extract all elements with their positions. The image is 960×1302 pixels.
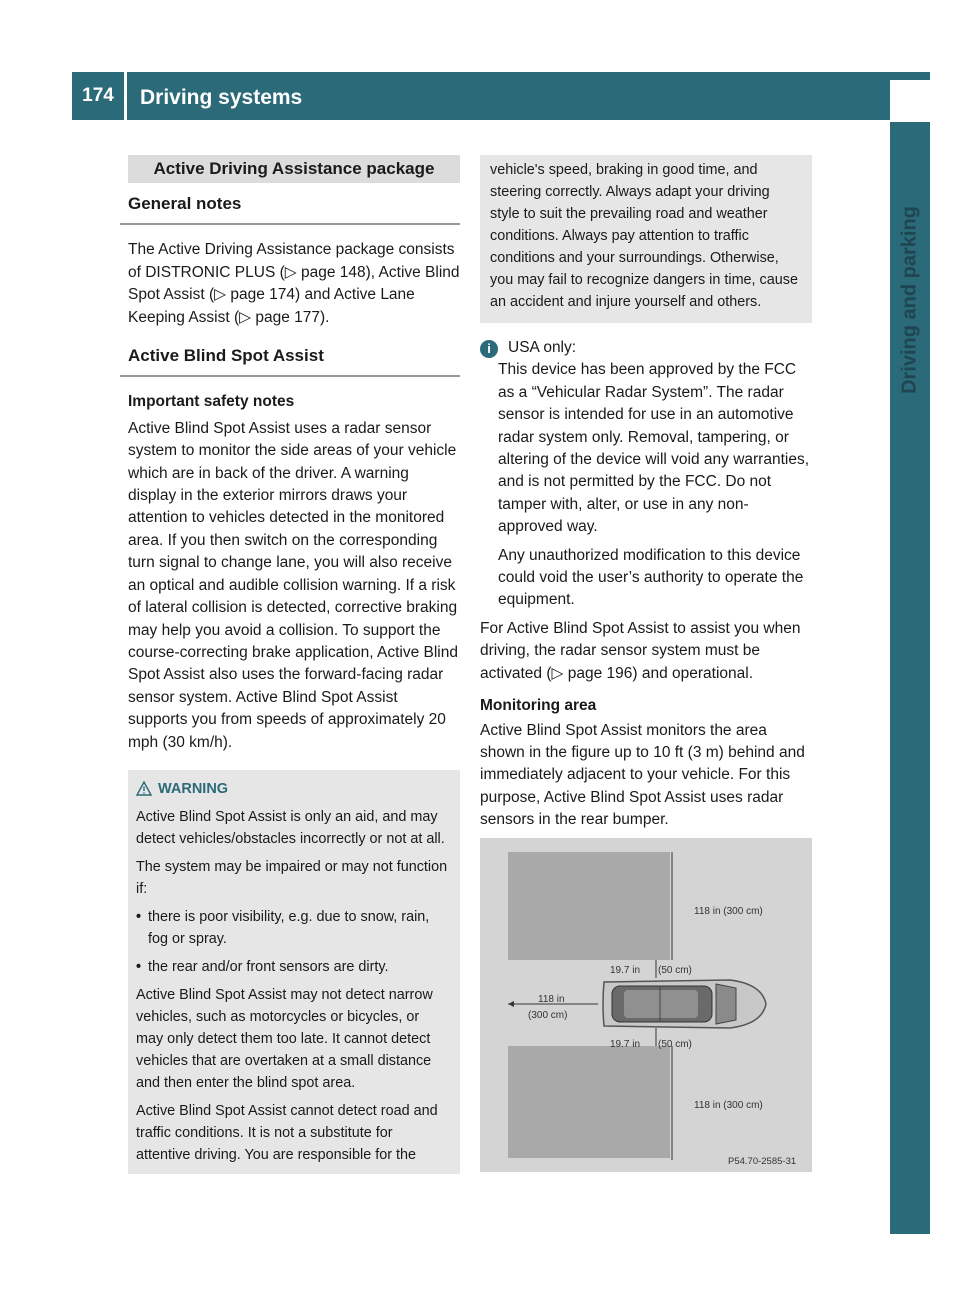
warning-box	[128, 770, 460, 1174]
label-length-bottom: 118 in (300 cm)	[694, 1100, 763, 1111]
package-heading: Active Driving Assistance package	[128, 155, 460, 183]
warning-bullet-2: the rear and/or front sensors are dirty.	[148, 958, 389, 975]
warning-label: WARNING	[158, 780, 229, 797]
side-tab-gap	[890, 80, 930, 122]
warning-continuation-text: vehicle's speed, braking in good time, and steering correctly. Always adapt your driving style to suit the prevailing road and weather conditions. Always pay attention to traffic conditions and your surroundings. Otherwise, you may fail to recognize dangers in time, cause an accident and injure yourself and others.	[490, 162, 798, 310]
radar-text: For Active Blind Spot Assist to assist you when driving, the radar sensor system must be activated (▷ page 196) and operational.	[480, 619, 801, 682]
absa-heading: Active Blind Spot Assist	[120, 335, 460, 377]
label-width-cm: (300 cm)	[528, 1010, 568, 1021]
monitoring-area-figure	[480, 838, 812, 1172]
left-column	[120, 155, 460, 1174]
section-title: Driving systems	[140, 86, 303, 109]
warning-bullet	[136, 956, 450, 978]
bullet-icon: •	[136, 958, 142, 975]
label-gap-bottom-cm: (50 cm)	[658, 1039, 692, 1050]
info-icon: i	[480, 340, 498, 358]
side-tab-label: Driving and parking	[898, 206, 921, 394]
warning-continuation	[480, 155, 812, 323]
warning-icon	[136, 781, 152, 796]
warning-header	[136, 778, 450, 800]
safety-heading: Important safety notes	[128, 393, 295, 411]
label-length-top: 118 in (300 cm)	[694, 906, 763, 917]
usa-notes	[480, 359, 812, 611]
monitoring-heading: Monitoring area	[480, 697, 597, 715]
label-gap-bottom-in: 19.7 in	[610, 1039, 641, 1050]
usa-text-2: Any unauthorized modification to this device could void the user’s authority to operate the equipment.	[498, 546, 804, 609]
warning-bullet	[136, 906, 450, 950]
label-gap-top-cm: (50 cm)	[658, 965, 692, 976]
safety-text: Active Blind Spot Assist uses a radar sensor system to monitor the side areas of your vehicle which are in back of the driver. A warning display in the exterior mirrors draws your attention to vehicles detected in the monitored area. If you then switch on the corresponding turn signal to change lane, you will also receive an optical and audible collision warning. If a risk of lateral collision is detected, corrective braking may help you avoid a collision. To support the course-correcting brake application, Active Blind Spot Assist also uses the forward-facing radar sensor system. Active Blind Spot Assist supports you from speeds of approximately 20 mph (30 km/h).	[128, 419, 458, 751]
monitoring-text: Active Blind Spot Assist monitors the area shown in the figure up to 10 ft (3 m) behind and immediately adjacent to your vehicle. For this purpose, Active Blind Spot Assist uses radar sensors in the rear bumper.	[480, 721, 805, 829]
header-divider	[124, 72, 127, 120]
warning-p4: Active Blind Spot Assist cannot detect road and traffic conditions. It is not a substitute for attentive driving. You are responsible for the	[136, 1102, 438, 1163]
right-column	[480, 155, 812, 832]
side-tab-label-wrap	[890, 120, 930, 480]
general-notes-heading: General notes	[120, 183, 460, 225]
general-notes-text: The Active Driving Assistance package consists of DISTRONIC PLUS (▷ page 148), Active Blind Spot Assist (▷ page 174) and Active Lane Keeping Assist (▷ page 177).	[128, 241, 460, 326]
warning-p3: Active Blind Spot Assist may not detect narrow vehicles, such as motorcycles or bicycles, or may only detect them too late. It cannot detect vehicles that are overtaken at a small distance and then enter the blind spot area.	[136, 986, 433, 1091]
usa-text-1: This device has been approved by the FCC as a “Vehicular Radar System”. The radar sensor is intended for use in an automotive radar system only. Removal, tampering, or altering of the device will void any warranties, and is not permitted by the FCC. Do not tamper with, alter, or use in any non-approved way.	[498, 361, 810, 536]
zone-bottom	[508, 1046, 670, 1158]
label-gap-top-in: 19.7 in	[610, 965, 641, 976]
figure-code: P54.70-2585-31	[728, 1156, 797, 1167]
car-illustration	[603, 980, 766, 1028]
page-number: 174	[82, 85, 114, 106]
monitoring-diagram	[480, 838, 812, 1172]
warning-bullet-1: there is poor visibility, e.g. due to snow, rain, fog or spray.	[148, 908, 430, 947]
usa-lead: USA only:	[508, 339, 577, 356]
warning-p2: The system may be impaired or may not function if:	[136, 858, 448, 897]
label-width-in: 118 in	[538, 994, 565, 1005]
bullet-icon: •	[136, 908, 142, 925]
usa-info	[480, 337, 812, 359]
zone-top	[508, 852, 670, 960]
warning-p1: Active Blind Spot Assist is only an aid, and may detect vehicles/obstacles incorrectly or not at all.	[136, 808, 445, 847]
